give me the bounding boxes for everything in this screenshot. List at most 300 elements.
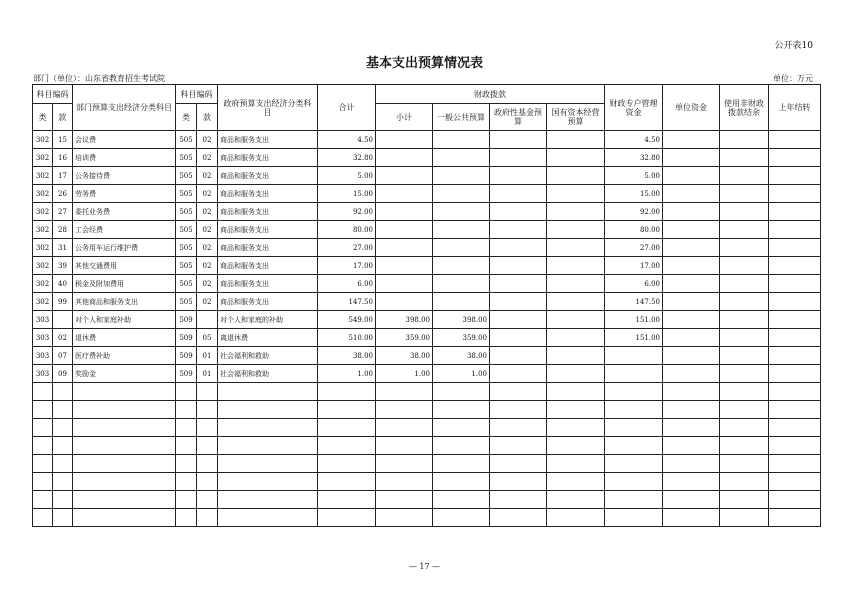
cell-general: [433, 239, 490, 257]
cell-empty: [73, 437, 176, 455]
cell-subtotal: [376, 275, 433, 293]
cell-empty: [769, 221, 821, 239]
table-row: [33, 329, 821, 347]
header-non-fiscal: 使用非财政拨款结余: [720, 85, 769, 131]
cell-empty: [318, 383, 376, 401]
cell-gkuan: 02: [197, 293, 218, 311]
cell-empty: [769, 365, 821, 383]
cell-empty: [490, 221, 547, 239]
cell-empty: [490, 401, 547, 419]
cell-gov-name: 社会福利和救助: [218, 347, 318, 365]
cell-empty: [33, 455, 53, 473]
header-unit-funds: 单位资金: [663, 85, 720, 131]
table-row: [33, 347, 821, 365]
cell-empty: [53, 437, 73, 455]
cell-special: [605, 365, 663, 383]
cell-special: 151.00: [605, 329, 663, 347]
cell-empty: [605, 455, 663, 473]
cell-empty: [33, 491, 53, 509]
table-row: [33, 149, 821, 167]
header-state-capital: 国有资本经营预算: [547, 104, 605, 131]
cell-empty: [197, 419, 218, 437]
cell-empty: [547, 509, 605, 527]
cell-subtotal: 38.00: [376, 347, 433, 365]
cell-kuan: 31: [53, 239, 73, 257]
cell-empty: [769, 473, 821, 491]
cell-empty: [176, 509, 197, 527]
cell-special: 27.00: [605, 239, 663, 257]
cell-empty: [218, 383, 318, 401]
cell-empty: [547, 329, 605, 347]
cell-glei: 505: [176, 185, 197, 203]
cell-total: 6.00: [318, 275, 376, 293]
cell-special: 32.80: [605, 149, 663, 167]
cell-glei: 505: [176, 131, 197, 149]
cell-total: 549.00: [318, 311, 376, 329]
cell-lei: 302: [33, 203, 53, 221]
cell-special: 5.00: [605, 167, 663, 185]
cell-glei: 505: [176, 275, 197, 293]
cell-gov-name: 社会福利和救助: [218, 365, 318, 383]
cell-general: [433, 167, 490, 185]
cell-glei: 505: [176, 239, 197, 257]
cell-empty: [663, 221, 720, 239]
table-row: [33, 293, 821, 311]
cell-general: [433, 257, 490, 275]
cell-empty: [73, 509, 176, 527]
cell-empty: [547, 401, 605, 419]
department-label: 部门（单位）：山东省教育招生考试院: [33, 74, 165, 83]
cell-empty: [33, 419, 53, 437]
cell-empty: [720, 311, 769, 329]
cell-empty: [605, 491, 663, 509]
cell-kuan: 27: [53, 203, 73, 221]
cell-empty: [73, 491, 176, 509]
cell-empty: [720, 149, 769, 167]
cell-empty: [376, 491, 433, 509]
cell-empty: [490, 167, 547, 185]
cell-gkuan: [197, 311, 218, 329]
cell-empty: [663, 365, 720, 383]
cell-empty: [769, 239, 821, 257]
cell-empty: [663, 149, 720, 167]
cell-empty: [663, 275, 720, 293]
table-row: [33, 221, 821, 239]
cell-lei: 302: [33, 131, 53, 149]
cell-empty: [663, 347, 720, 365]
header-lei: 类: [33, 104, 53, 131]
cell-special: 17.00: [605, 257, 663, 275]
cell-general: 359.00: [433, 329, 490, 347]
cell-empty: [490, 311, 547, 329]
cell-empty: [720, 455, 769, 473]
cell-empty: [376, 419, 433, 437]
cell-empty: [720, 167, 769, 185]
cell-empty: [769, 491, 821, 509]
cell-empty: [547, 275, 605, 293]
cell-empty: [720, 419, 769, 437]
cell-empty: [53, 401, 73, 419]
cell-empty: [720, 257, 769, 275]
table-row: [33, 131, 821, 149]
cell-glei: 509: [176, 347, 197, 365]
cell-lei: 302: [33, 239, 53, 257]
cell-gov-name: 离退休费: [218, 329, 318, 347]
cell-subtotal: [376, 185, 433, 203]
header-total: 合计: [318, 85, 376, 131]
cell-empty: [197, 491, 218, 509]
cell-empty: [547, 185, 605, 203]
table-row: [33, 275, 821, 293]
cell-empty: [547, 311, 605, 329]
cell-gkuan: 01: [197, 347, 218, 365]
header-kuan: 款: [53, 104, 73, 131]
cell-special: 147.50: [605, 293, 663, 311]
cell-empty: [663, 203, 720, 221]
cell-total: 510.00: [318, 329, 376, 347]
cell-empty: [490, 203, 547, 221]
cell-glei: 505: [176, 203, 197, 221]
cell-empty: [490, 329, 547, 347]
unit-label: 单位：万元: [773, 74, 813, 83]
cell-dept-name: 工会经费: [73, 221, 176, 239]
cell-gkuan: 02: [197, 131, 218, 149]
cell-empty: [769, 149, 821, 167]
cell-empty: [663, 401, 720, 419]
cell-empty: [197, 383, 218, 401]
cell-empty: [547, 167, 605, 185]
table-row-empty: [33, 401, 821, 419]
cell-lei: 302: [33, 221, 53, 239]
cell-gkuan: 02: [197, 257, 218, 275]
cell-dept-name: 劳务费: [73, 185, 176, 203]
cell-dept-name: 公务接待费: [73, 167, 176, 185]
cell-empty: [318, 419, 376, 437]
cell-empty: [720, 185, 769, 203]
table-row-empty: [33, 455, 821, 473]
cell-lei: 302: [33, 149, 53, 167]
cell-empty: [663, 419, 720, 437]
cell-empty: [490, 383, 547, 401]
cell-kuan: 40: [53, 275, 73, 293]
cell-empty: [53, 509, 73, 527]
cell-empty: [433, 455, 490, 473]
cell-empty: [433, 473, 490, 491]
cell-subtotal: [376, 203, 433, 221]
cell-empty: [176, 437, 197, 455]
cell-gov-name: 商品和服务支出: [218, 275, 318, 293]
cell-empty: [663, 239, 720, 257]
cell-gkuan: 01: [197, 365, 218, 383]
cell-subtotal: 398.00: [376, 311, 433, 329]
cell-empty: [663, 437, 720, 455]
cell-kuan: 02: [53, 329, 73, 347]
cell-empty: [720, 221, 769, 239]
cell-dept-name: 其他商品和服务支出: [73, 293, 176, 311]
cell-empty: [318, 401, 376, 419]
cell-empty: [33, 401, 53, 419]
cell-empty: [547, 203, 605, 221]
cell-empty: [376, 437, 433, 455]
cell-subtotal: [376, 257, 433, 275]
cell-lei: 303: [33, 365, 53, 383]
cell-empty: [720, 491, 769, 509]
cell-total: 4.50: [318, 131, 376, 149]
cell-special: 80.00: [605, 221, 663, 239]
cell-empty: [73, 419, 176, 437]
cell-empty: [547, 419, 605, 437]
header-lei-gov: 类: [176, 104, 197, 131]
cell-empty: [176, 419, 197, 437]
cell-empty: [176, 383, 197, 401]
cell-empty: [769, 131, 821, 149]
cell-kuan: 28: [53, 221, 73, 239]
cell-empty: [433, 419, 490, 437]
cell-empty: [490, 347, 547, 365]
cell-dept-name: 会议费: [73, 131, 176, 149]
cell-empty: [197, 473, 218, 491]
table-row-empty: [33, 419, 821, 437]
cell-empty: [433, 401, 490, 419]
cell-gkuan: 02: [197, 203, 218, 221]
cell-total: 32.80: [318, 149, 376, 167]
cell-empty: [605, 509, 663, 527]
cell-lei: 303: [33, 311, 53, 329]
cell-empty: [490, 473, 547, 491]
cell-lei: 302: [33, 167, 53, 185]
cell-empty: [663, 257, 720, 275]
cell-subtotal: [376, 167, 433, 185]
cell-empty: [73, 455, 176, 473]
cell-empty: [376, 473, 433, 491]
cell-empty: [318, 455, 376, 473]
cell-gkuan: 02: [197, 185, 218, 203]
cell-subtotal: [376, 239, 433, 257]
cell-empty: [490, 509, 547, 527]
cell-gov-name: 对个人和家庭的补助: [218, 311, 318, 329]
cell-gov-name: 商品和服务支出: [218, 221, 318, 239]
cell-kuan: 39: [53, 257, 73, 275]
cell-empty: [769, 203, 821, 221]
cell-empty: [547, 491, 605, 509]
header-carryover: 上年结转: [769, 85, 821, 131]
cell-kuan: 17: [53, 167, 73, 185]
header-fiscal: 财政拨款: [376, 85, 605, 104]
cell-glei: 505: [176, 167, 197, 185]
cell-empty: [218, 419, 318, 437]
cell-empty: [490, 239, 547, 257]
cell-special: 92.00: [605, 203, 663, 221]
cell-empty: [547, 455, 605, 473]
cell-empty: [663, 509, 720, 527]
cell-special: 15.00: [605, 185, 663, 203]
cell-empty: [53, 473, 73, 491]
cell-gov-name: 商品和服务支出: [218, 293, 318, 311]
cell-empty: [720, 131, 769, 149]
cell-empty: [605, 473, 663, 491]
cell-kuan: 99: [53, 293, 73, 311]
cell-empty: [663, 293, 720, 311]
table-row: [33, 365, 821, 383]
cell-total: 92.00: [318, 203, 376, 221]
table-row: [33, 185, 821, 203]
cell-dept-name: 对个人和家庭补助: [73, 311, 176, 329]
cell-empty: [720, 275, 769, 293]
cell-general: 1.00: [433, 365, 490, 383]
cell-subtotal: 359.00: [376, 329, 433, 347]
cell-special: [605, 347, 663, 365]
cell-empty: [490, 293, 547, 311]
cell-glei: 509: [176, 329, 197, 347]
cell-empty: [605, 419, 663, 437]
table-row: [33, 257, 821, 275]
cell-empty: [490, 149, 547, 167]
cell-empty: [547, 221, 605, 239]
cell-empty: [376, 383, 433, 401]
cell-total: 38.00: [318, 347, 376, 365]
cell-general: [433, 203, 490, 221]
cell-kuan: 16: [53, 149, 73, 167]
cell-gov-name: 商品和服务支出: [218, 167, 318, 185]
cell-empty: [376, 455, 433, 473]
cell-empty: [73, 383, 176, 401]
header-gov-class: 政府预算支出经济分类科目: [218, 85, 318, 131]
cell-glei: 505: [176, 149, 197, 167]
cell-dept-name: 其他交通费用: [73, 257, 176, 275]
cell-empty: [547, 257, 605, 275]
table-row: [33, 311, 821, 329]
cell-general: [433, 185, 490, 203]
cell-empty: [769, 329, 821, 347]
cell-empty: [547, 293, 605, 311]
cell-special: 4.50: [605, 131, 663, 149]
cell-empty: [769, 185, 821, 203]
cell-total: 1.00: [318, 365, 376, 383]
cell-empty: [769, 419, 821, 437]
cell-total: 17.00: [318, 257, 376, 275]
table-row-empty: [33, 437, 821, 455]
cell-empty: [769, 383, 821, 401]
cell-empty: [720, 329, 769, 347]
cell-dept-name: 退休费: [73, 329, 176, 347]
cell-empty: [663, 131, 720, 149]
cell-empty: [33, 473, 53, 491]
table-row-empty: [33, 473, 821, 491]
table-row-empty: [33, 509, 821, 527]
cell-empty: [53, 455, 73, 473]
cell-gov-name: 商品和服务支出: [218, 203, 318, 221]
header-gov-code: 科目编码: [176, 85, 218, 104]
cell-dept-name: 委托业务费: [73, 203, 176, 221]
cell-empty: [720, 401, 769, 419]
cell-empty: [663, 383, 720, 401]
cell-empty: [490, 491, 547, 509]
cell-kuan: [53, 311, 73, 329]
cell-empty: [318, 491, 376, 509]
cell-empty: [547, 131, 605, 149]
cell-total: 27.00: [318, 239, 376, 257]
cell-gov-name: 商品和服务支出: [218, 257, 318, 275]
cell-empty: [176, 401, 197, 419]
cell-empty: [490, 419, 547, 437]
cell-empty: [197, 437, 218, 455]
cell-general: [433, 131, 490, 149]
cell-empty: [433, 383, 490, 401]
cell-lei: 302: [33, 257, 53, 275]
cell-empty: [318, 509, 376, 527]
cell-empty: [490, 257, 547, 275]
cell-gkuan: 02: [197, 221, 218, 239]
cell-empty: [663, 167, 720, 185]
cell-general: 38.00: [433, 347, 490, 365]
cell-total: 15.00: [318, 185, 376, 203]
cell-gkuan: 02: [197, 167, 218, 185]
header-gov-fund: 政府性基金预算: [490, 104, 547, 131]
cell-empty: [73, 473, 176, 491]
cell-empty: [663, 311, 720, 329]
cell-empty: [376, 509, 433, 527]
cell-empty: [769, 347, 821, 365]
cell-empty: [197, 401, 218, 419]
cell-empty: [318, 473, 376, 491]
cell-empty: [176, 491, 197, 509]
cell-empty: [663, 473, 720, 491]
cell-total: 147.50: [318, 293, 376, 311]
cell-empty: [547, 437, 605, 455]
cell-dept-name: 公务用车运行维护费: [73, 239, 176, 257]
header-special: 财政专户管理资金: [605, 85, 663, 131]
cell-empty: [490, 455, 547, 473]
cell-empty: [33, 383, 53, 401]
cell-empty: [433, 491, 490, 509]
cell-empty: [547, 347, 605, 365]
cell-subtotal: 1.00: [376, 365, 433, 383]
cell-empty: [769, 293, 821, 311]
cell-general: 398.00: [433, 311, 490, 329]
cell-glei: 509: [176, 365, 197, 383]
page-title: 基本支出预算情况表: [365, 56, 483, 71]
cell-kuan: 15: [53, 131, 73, 149]
header-general: 一般公共预算: [433, 104, 490, 131]
cell-special: 151.00: [605, 311, 663, 329]
cell-gov-name: 商品和服务支出: [218, 239, 318, 257]
cell-empty: [176, 455, 197, 473]
cell-glei: 505: [176, 293, 197, 311]
cell-general: [433, 221, 490, 239]
cell-empty: [197, 455, 218, 473]
cell-empty: [218, 491, 318, 509]
table-row: [33, 239, 821, 257]
cell-empty: [547, 149, 605, 167]
header-kuan-gov: 款: [197, 104, 218, 131]
cell-empty: [663, 329, 720, 347]
cell-subtotal: [376, 131, 433, 149]
table-row: [33, 203, 821, 221]
cell-kuan: 07: [53, 347, 73, 365]
cell-gov-name: 商品和服务支出: [218, 185, 318, 203]
header-dept-class: 部门预算支出经济分类科目: [73, 85, 176, 131]
table-row-empty: [33, 383, 821, 401]
table-tag: 公开表10: [774, 41, 813, 51]
cell-empty: [547, 365, 605, 383]
cell-empty: [720, 203, 769, 221]
cell-total: 5.00: [318, 167, 376, 185]
cell-empty: [720, 383, 769, 401]
cell-kuan: 26: [53, 185, 73, 203]
cell-empty: [197, 509, 218, 527]
cell-dept-name: 奖励金: [73, 365, 176, 383]
header-dept-code: 科目编码: [33, 85, 73, 104]
